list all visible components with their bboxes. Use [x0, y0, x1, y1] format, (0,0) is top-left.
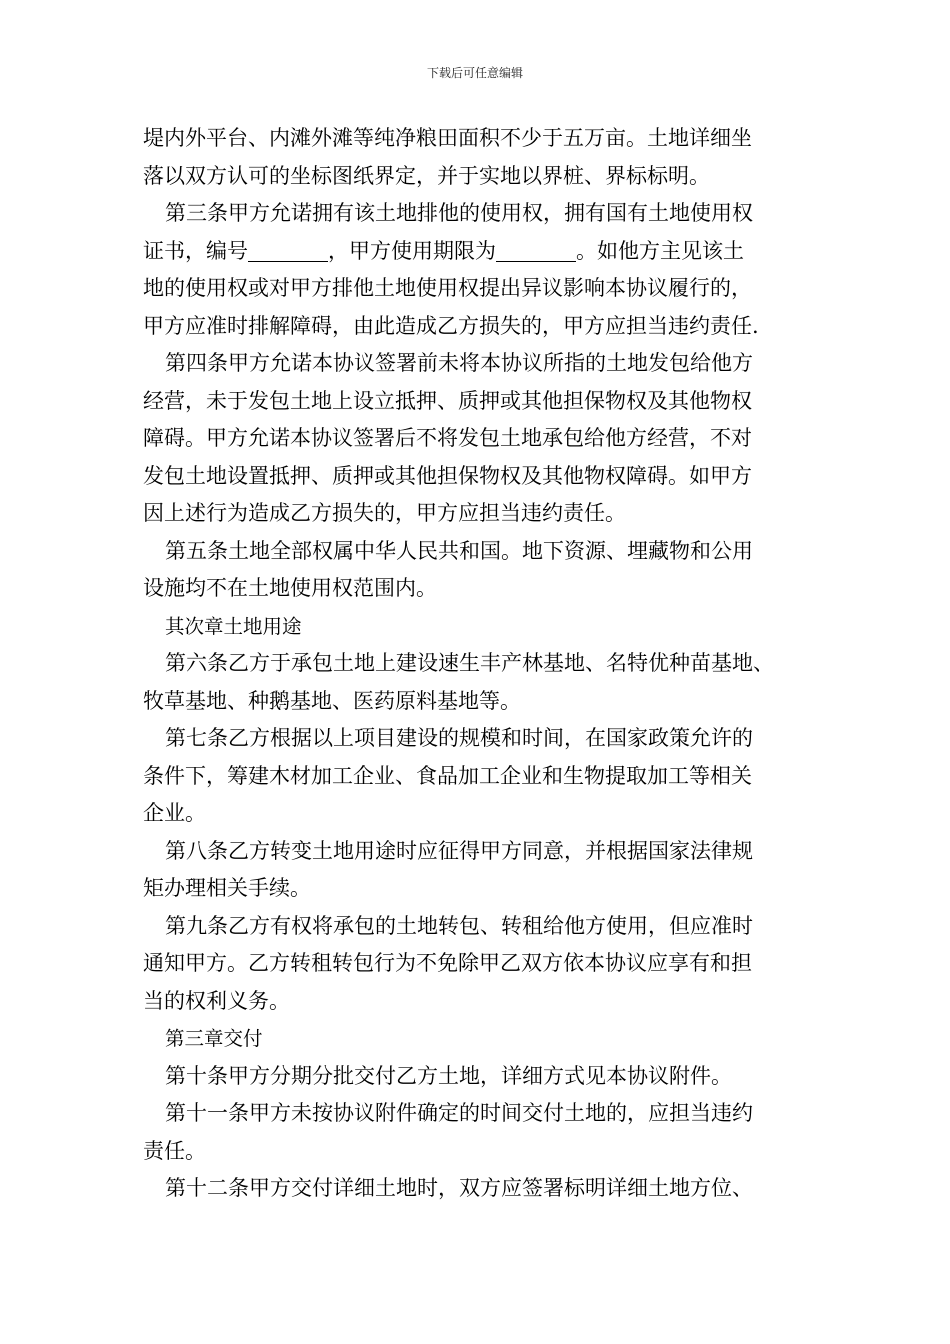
line-segment: 。如他方主见该土	[576, 238, 744, 263]
body-line: 堤内外平台、内滩外滩等纯净粮田面积不少于五万亩。土地详细坐	[143, 126, 752, 150]
body-line: 经营，未于发包土地上设立抵押、质押或其他担保物权及其他物权	[143, 388, 752, 413]
body-line: 地的使用权或对甲方排他土地使用权提出异议影响本协议履行的，	[143, 276, 752, 300]
body-line: 甲方应准时排解障碍，由此造成乙方损失的，甲方应担当违约责任.	[143, 313, 759, 338]
article-8-line: 第八条乙方转变土地用途时应征得甲方同意，并根据国家法律规	[165, 838, 753, 863]
document-body	[143, 120, 823, 1208]
article-11-line: 第十一条甲方未按协议附件确定的时间交付土地的，应担当违约	[165, 1101, 753, 1125]
article-3-line: 第三条甲方允诺拥有该土地排他的使用权，拥有国有土地使用权	[165, 201, 753, 225]
certificate-number-blank	[248, 239, 328, 262]
body-line: 矩办理相关手续。	[143, 876, 311, 900]
body-line: 发包土地设置抵押、质押或其他担保物权及其他物权障碍。如甲方	[143, 463, 752, 488]
body-line: 落以双方认可的坐标图纸界定，并于实地以界桩、界标标明。	[143, 163, 710, 188]
article-12-line: 第十二条甲方交付详细土地时，双方应签署标明详细土地方位、	[165, 1176, 753, 1200]
line-segment: 证书，编号	[143, 238, 248, 263]
article-3-blanks-line	[143, 233, 823, 271]
chapter-heading: 第三章交付	[165, 1027, 263, 1050]
article-7-line: 第七条乙方根据以上项目建设的规模和时间，在国家政策允许的	[165, 726, 753, 750]
article-6-line: 第六条乙方于承包土地上建设速生丰产林基地、名特优种苗基地、	[165, 651, 774, 675]
article-9-line: 第九条乙方有权将承包的土地转包、转租给他方使用，但应准时	[165, 913, 753, 938]
line-segment: ，甲方使用期限为	[328, 238, 496, 263]
body-line: 当的权利义务。	[143, 988, 290, 1013]
body-line: 牧草基地、种鹅基地、医药原料基地等。	[143, 688, 521, 713]
body-line: 企业。	[143, 801, 206, 825]
body-line: 设施均不在土地使用权范围内。	[143, 576, 437, 600]
article-4-line: 第四条甲方允诺本协议签署前未将本协议所指的土地发包给他方	[165, 351, 753, 375]
body-line: 通知甲方。乙方转租转包行为不免除甲乙双方依本协议应享有和担	[143, 951, 752, 975]
article-5-line: 第五条土地全部权属中华人民共和国。地下资源、埋藏物和公用	[165, 538, 753, 563]
page-header: 下载后可任意编辑	[426, 66, 523, 80]
chapter-heading: 其次章土地用途	[165, 614, 302, 638]
use-term-blank	[496, 239, 576, 262]
article-10-line: 第十条甲方分期分批交付乙方土地，详细方式见本协议附件。	[165, 1063, 732, 1088]
body-line: 责任。	[143, 1138, 206, 1163]
body-line: 条件下，筹建木材加工企业、食品加工企业和生物提取加工等相关	[143, 763, 752, 788]
body-line: 障碍。甲方允诺本协议签署后不将发包土地承包给他方经营，不对	[143, 426, 752, 450]
body-line: 因上述行为造成乙方损失的，甲方应担当违约责任。	[143, 501, 626, 525]
